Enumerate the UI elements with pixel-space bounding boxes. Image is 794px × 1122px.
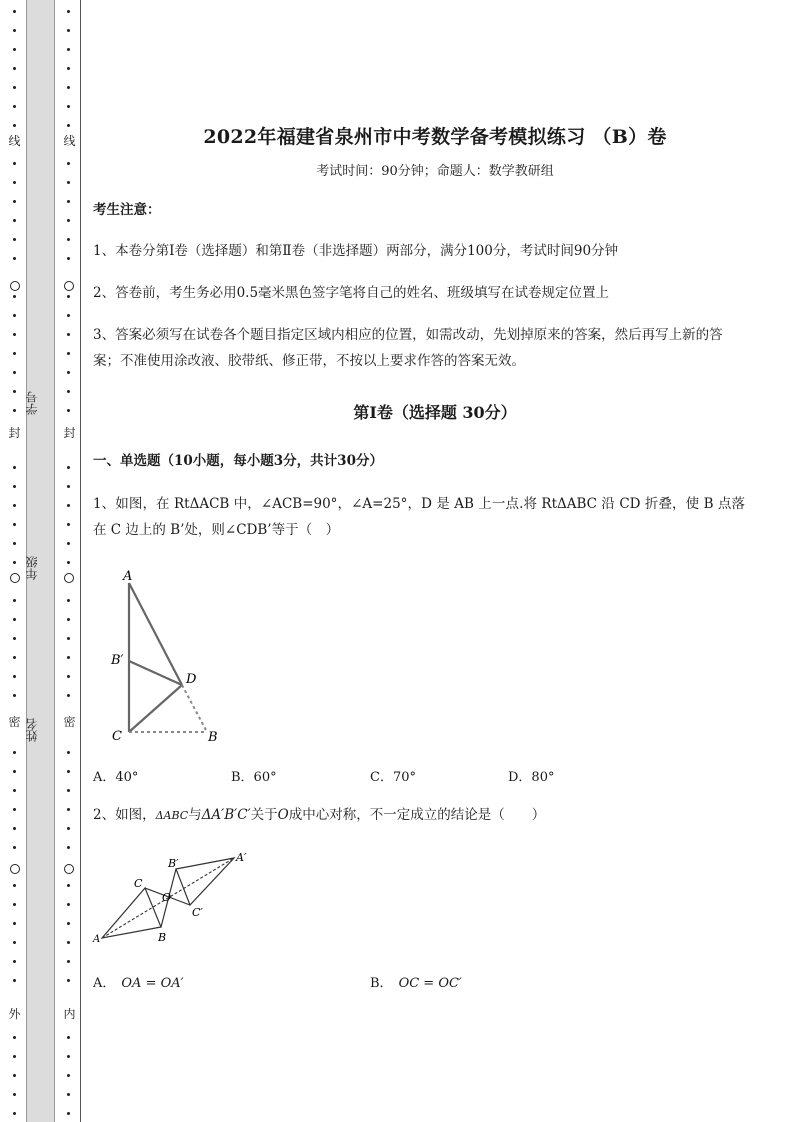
exam-subtitle: 考试时间：90分钟；命题人：数学教研组	[316, 164, 554, 179]
margin-dot	[67, 675, 70, 678]
q2-option-b-formula: OC = OC′	[398, 976, 462, 991]
margin-dot	[67, 656, 70, 659]
margin-dot	[67, 124, 70, 127]
margin-dot	[67, 599, 70, 602]
margin-dot	[67, 789, 70, 792]
margin-dot	[67, 542, 70, 545]
margin-dot	[13, 10, 16, 13]
margin-dot	[67, 238, 70, 241]
margin-dot	[67, 162, 70, 165]
q1-option-d[interactable]: D．80°	[508, 770, 555, 785]
field-name: 姓名	[25, 718, 39, 742]
margin-dot	[67, 884, 70, 887]
q2-option-a-letter: A．	[93, 976, 116, 991]
margin-dot	[13, 1112, 16, 1115]
q2-option-a[interactable]	[93, 972, 184, 991]
margin-dot	[67, 295, 70, 298]
margin-dot	[13, 903, 16, 906]
margin-dot	[13, 542, 16, 545]
margin-dot	[13, 314, 16, 317]
margin-dot	[67, 485, 70, 488]
margin-divider-line	[80, 0, 81, 1122]
margin-dot	[13, 124, 16, 127]
margin-dot	[13, 979, 16, 982]
margin-dot	[13, 960, 16, 963]
margin-dot	[67, 1055, 70, 1058]
margin-dot	[13, 371, 16, 374]
question-1-figure	[100, 565, 230, 750]
margin-dot	[13, 846, 16, 849]
margin-dot	[13, 922, 16, 925]
question-2-text	[93, 802, 545, 829]
outer-dotted-line	[10, 0, 20, 1122]
margin-dot	[13, 675, 16, 678]
fig2-label-B: B	[158, 931, 167, 944]
margin-dot	[67, 637, 70, 640]
field-student-number: 学号	[25, 391, 39, 415]
margin-dot	[13, 770, 16, 773]
margin-dot	[67, 466, 70, 469]
q1-option-a[interactable]: A．40°	[93, 770, 139, 785]
margin-dot	[67, 67, 70, 70]
margin-ring-marker	[10, 573, 20, 583]
margin-dot	[67, 846, 70, 849]
margin-dot	[13, 1036, 16, 1039]
margin-dot	[13, 485, 16, 488]
margin-dot	[67, 219, 70, 222]
margin-dot	[67, 371, 70, 374]
margin-dot	[67, 409, 70, 412]
margin-dot	[67, 105, 70, 108]
margin-dot	[13, 409, 16, 412]
q2-about: 关于	[250, 807, 278, 823]
margin-dot	[67, 10, 70, 13]
margin-dot	[13, 333, 16, 336]
margin-dot	[67, 523, 70, 526]
margin-dot	[67, 1093, 70, 1096]
label-C: C	[112, 729, 122, 744]
margin-dot	[67, 960, 70, 963]
margin-dot	[13, 352, 16, 355]
margin-ring-marker	[10, 864, 20, 874]
margin-dot	[67, 333, 70, 336]
margin-dot	[13, 941, 16, 944]
margin-ring-marker	[64, 573, 74, 583]
margin-dot	[13, 67, 16, 70]
q2-option-a-formula: OA = OA′	[121, 976, 184, 991]
label-A: A	[123, 569, 133, 584]
margin-dot	[67, 922, 70, 925]
margin-dot	[67, 200, 70, 203]
notice-heading: 考生注意：	[93, 202, 161, 218]
margin-dot	[67, 181, 70, 184]
margin-dot	[13, 1074, 16, 1077]
label-D: D	[186, 672, 197, 687]
fig2-label-B-prime: B′	[168, 857, 179, 870]
margin-dot	[67, 827, 70, 830]
section-title: 第Ⅰ卷（选择题 30分）	[353, 403, 517, 422]
margin-dot	[13, 827, 16, 830]
margin-dot	[13, 1055, 16, 1058]
q2-option-b-letter: B．	[370, 976, 393, 991]
margin-dot	[67, 390, 70, 393]
margin-dot	[13, 200, 16, 203]
inner-label-feng: 封	[63, 426, 76, 440]
outer-label-wai: 外	[8, 1007, 21, 1021]
q2-triangle-abc: ΔABC	[155, 809, 189, 822]
q1-option-c[interactable]: C．70°	[370, 770, 416, 785]
part-heading: 一、单选题（10小题，每小题3分，共计30分）	[93, 453, 383, 469]
margin-dot	[67, 352, 70, 355]
margin-dot	[67, 561, 70, 564]
margin-dot	[13, 48, 16, 51]
margin-dot	[13, 808, 16, 811]
margin-dot	[13, 656, 16, 659]
notice-item-2: 2、答卷前，考生务必用0.5毫米黑色签字笔将自己的姓名、班级填写在试卷规定位置上	[93, 285, 610, 301]
question-2-figure	[92, 850, 257, 945]
notice-item-1: 1、本卷分第Ⅰ卷（选择题）和第Ⅱ卷（非选择题）两部分，满分100分，考试时间90分钟	[93, 243, 619, 259]
inner-dotted-line	[64, 0, 74, 1122]
outer-label-feng: 封	[8, 426, 21, 440]
outer-label-mi: 密	[8, 715, 21, 729]
margin-dot	[13, 637, 16, 640]
margin-dot	[13, 618, 16, 621]
margin-ring-marker	[64, 864, 74, 874]
margin-dot	[67, 979, 70, 982]
q2-prefix: 2、如图，	[93, 807, 156, 823]
exam-title: 2022年福建省泉州市中考数学备考模拟练习 （B）卷	[203, 126, 667, 148]
margin-dot	[13, 884, 16, 887]
margin-ring-marker	[64, 281, 74, 291]
margin-dot	[67, 314, 70, 317]
margin-dot	[67, 770, 70, 773]
margin-dot	[13, 789, 16, 792]
margin-dot	[13, 105, 16, 108]
q2-and: 与	[188, 807, 202, 823]
margin-dot	[67, 694, 70, 697]
margin-dot	[13, 599, 16, 602]
margin-dot	[67, 29, 70, 32]
margin-dot	[13, 86, 16, 89]
q1-option-b[interactable]: B．60°	[231, 770, 277, 785]
margin-dot	[67, 751, 70, 754]
margin-dot	[13, 751, 16, 754]
q2-point-o: O	[277, 807, 289, 823]
margin-dot	[13, 561, 16, 564]
margin-dot	[13, 219, 16, 222]
margin-dot	[13, 390, 16, 393]
margin-dot	[13, 1093, 16, 1096]
margin-dot	[67, 1036, 70, 1039]
margin-dot	[13, 257, 16, 260]
fig2-label-C: C	[134, 877, 143, 890]
margin-dot	[67, 1112, 70, 1115]
fig2-label-O: O	[162, 891, 172, 904]
margin-dot	[13, 523, 16, 526]
inner-label-xian: 线	[63, 134, 76, 148]
margin-dot	[13, 181, 16, 184]
question-1-text: 1、如图，在 RtΔACB 中，∠ACB=90°，∠A=25°，D 是 AB 上一点.将 RtΔABC 沿 CD 折叠，使 B 点落在 C 边上的 B’处，则∠CDB’等于（ ）	[93, 496, 745, 538]
margin-dot	[67, 257, 70, 260]
margin-dot	[67, 48, 70, 51]
outer-label-xian: 线	[8, 134, 21, 148]
margin-dot	[13, 295, 16, 298]
fig2-label-A-prime: A′	[236, 851, 247, 864]
label-B: B	[208, 730, 218, 745]
margin-dot	[67, 941, 70, 944]
margin-ring-marker	[10, 281, 20, 291]
q2-option-b[interactable]	[370, 972, 462, 991]
margin-dot	[67, 86, 70, 89]
margin-dot	[67, 618, 70, 621]
field-grade: 年级	[25, 556, 39, 580]
margin-dot	[13, 29, 16, 32]
margin-dot	[13, 694, 16, 697]
label-B-prime: B′	[111, 653, 124, 668]
margin-dot	[13, 466, 16, 469]
inner-label-mi: 密	[63, 715, 76, 729]
margin-dot	[67, 1074, 70, 1077]
fig2-label-C-prime: C′	[192, 906, 203, 919]
margin-dot	[67, 504, 70, 507]
margin-dot	[67, 808, 70, 811]
inner-label-nei: 内	[63, 1007, 76, 1021]
margin-dot	[13, 504, 16, 507]
margin-dot	[67, 903, 70, 906]
q2-triangle-prime: ΔA′B′C′	[201, 807, 251, 823]
notice-item-3: 3、答案必须写在试卷各个题目指定区域内相应的位置，如需改动，先划掉原来的答案，然后再写上新的答案；不准使用涂改液、胶带纸、修正带，不按以上要求作答的答案无效。	[93, 327, 723, 369]
fig2-label-A: A	[93, 934, 101, 945]
margin-dot	[13, 162, 16, 165]
margin-dot	[13, 238, 16, 241]
q2-suffix: 成中心对称，不一定成立的结论是（ ）	[288, 807, 546, 823]
